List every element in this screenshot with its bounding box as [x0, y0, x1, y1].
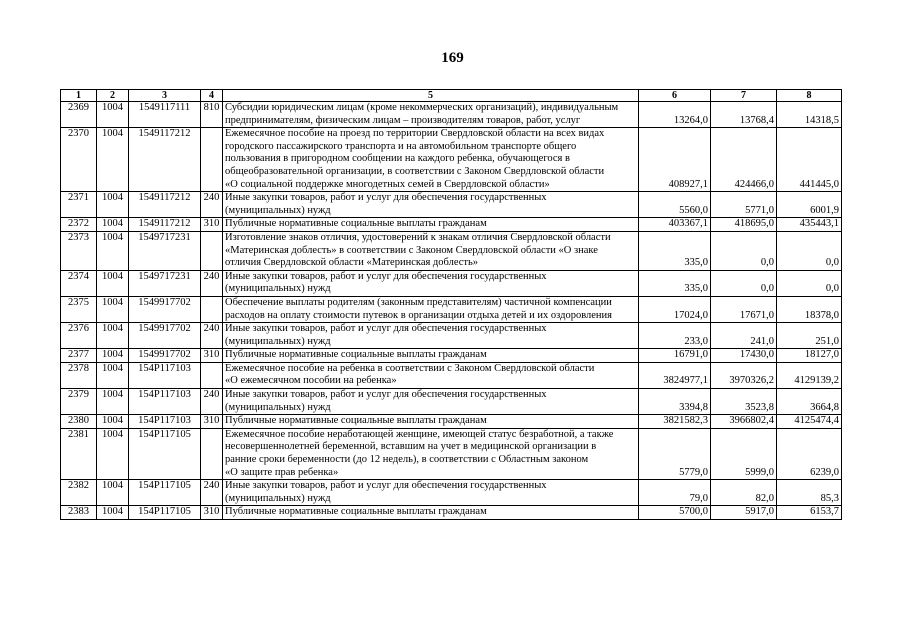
section-code-cell: 1004 [97, 128, 129, 192]
section-code-cell: 1004 [97, 231, 129, 270]
description-line: несовершеннолетней беременной, вставшим на учет в медицинской организации в [225, 441, 597, 453]
target-article-cell: 1549717231 [129, 231, 201, 270]
amount-year-3-cell: 14318,5 [777, 102, 842, 128]
amount-year-2-cell: 5917,0 [711, 506, 777, 520]
amount-year-2-cell: 0,0 [711, 270, 777, 296]
expense-type-cell: 310 [201, 415, 223, 429]
page-number: 169 [441, 50, 464, 66]
description-cell [223, 218, 639, 232]
description-cell [223, 231, 639, 270]
description-line: «О социальной поддержке многодетных семей в Свердловской области» [225, 178, 550, 190]
section-code-cell: 1004 [97, 296, 129, 322]
expense-type-cell: 240 [201, 480, 223, 506]
description-cell [223, 102, 639, 128]
row-number-cell: 2371 [61, 192, 97, 218]
column-header: 8 [777, 90, 842, 102]
column-header: 3 [129, 90, 201, 102]
column-header: 6 [639, 90, 711, 102]
target-article-cell: 1549117111 [129, 102, 201, 128]
column-header: 7 [711, 90, 777, 102]
column-header: 4 [201, 90, 223, 102]
expense-type-cell: 240 [201, 192, 223, 218]
expense-type-cell [201, 128, 223, 192]
row-number-cell: 2377 [61, 349, 97, 363]
row-number-cell: 2383 [61, 506, 97, 520]
amount-year-3-cell: 4125474,4 [777, 415, 842, 429]
description-cell [223, 415, 639, 429]
budget-table [60, 89, 842, 520]
description-line: Иные закупки товаров, работ и услуг для обеспечения государственных [225, 480, 547, 492]
target-article-cell: 1549117212 [129, 128, 201, 192]
description-cell [223, 270, 639, 296]
amount-year-1-cell: 5700,0 [639, 506, 711, 520]
amount-year-1-cell: 16791,0 [639, 349, 711, 363]
amount-year-1-cell: 3394,8 [639, 389, 711, 415]
description-line: городского пассажирского транспорта и на автомобильном транспорте общего [225, 140, 577, 152]
section-code-cell: 1004 [97, 349, 129, 363]
amount-year-2-cell: 13768,4 [711, 102, 777, 128]
amount-year-3-cell: 441445,0 [777, 128, 842, 192]
amount-year-3-cell: 4129139,2 [777, 362, 842, 388]
amount-year-1-cell: 5779,0 [639, 428, 711, 479]
expense-type-cell: 240 [201, 323, 223, 349]
amount-year-1-cell: 13264,0 [639, 102, 711, 128]
amount-year-2-cell: 3523,8 [711, 389, 777, 415]
row-number-cell: 2379 [61, 389, 97, 415]
amount-year-2-cell: 5771,0 [711, 192, 777, 218]
column-header: 5 [223, 90, 639, 102]
column-header: 1 [61, 90, 97, 102]
table-row [61, 480, 842, 506]
section-code-cell: 1004 [97, 218, 129, 232]
description-cell [223, 506, 639, 520]
target-article-cell: 1549117212 [129, 218, 201, 232]
row-number-cell: 2375 [61, 296, 97, 322]
description-line: Иные закупки товаров, работ и услуг для обеспечения государственных [225, 323, 547, 335]
target-article-cell: 154P117103 [129, 389, 201, 415]
description-line: Изготовление знаков отличия, удостоверений к знакам отличия Свердловской области [225, 231, 611, 243]
amount-year-2-cell: 3970326,2 [711, 362, 777, 388]
amount-year-1-cell: 17024,0 [639, 296, 711, 322]
amount-year-2-cell: 418695,0 [711, 218, 777, 232]
description-line: Ежемесячное пособие на ребенка в соответствии с Законом Свердловской области [225, 362, 595, 374]
expense-type-cell: 310 [201, 349, 223, 363]
amount-year-2-cell: 17671,0 [711, 296, 777, 322]
row-number-cell: 2373 [61, 231, 97, 270]
expense-type-cell [201, 296, 223, 322]
amount-year-1-cell: 335,0 [639, 270, 711, 296]
description-line: Обеспечение выплаты родителям (законным представителям) частичной компенсации [225, 296, 612, 308]
expense-type-cell: 240 [201, 270, 223, 296]
description-line: ранние сроки беременности (до 12 недель), в соответствии с Областным законом [225, 454, 589, 466]
amount-year-2-cell: 424466,0 [711, 128, 777, 192]
description-cell [223, 323, 639, 349]
target-article-cell: 154P117103 [129, 415, 201, 429]
target-article-cell: 1549917702 [129, 349, 201, 363]
section-code-cell: 1004 [97, 362, 129, 388]
target-article-cell: 154P117105 [129, 480, 201, 506]
section-code-cell: 1004 [97, 389, 129, 415]
expense-type-cell: 810 [201, 102, 223, 128]
row-number-cell: 2369 [61, 102, 97, 128]
description-line: Ежемесячное пособие неработающей женщине, имеющей статус безработной, а также [225, 428, 614, 440]
table-row [61, 415, 842, 429]
description-cell [223, 349, 639, 363]
amount-year-3-cell: 6239,0 [777, 428, 842, 479]
row-number-cell: 2381 [61, 428, 97, 479]
description-line: предпринимателям, физическим лицам – производителям товаров, работ, услуг [225, 114, 581, 126]
amount-year-2-cell: 82,0 [711, 480, 777, 506]
description-line: (муниципальных) нужд [225, 283, 331, 295]
description-line: «О защите прав ребенка» [225, 466, 339, 478]
description-line: (муниципальных) нужд [225, 492, 331, 504]
section-code-cell: 1004 [97, 415, 129, 429]
section-code-cell: 1004 [97, 323, 129, 349]
target-article-cell: 154P117105 [129, 428, 201, 479]
description-line: отличия Свердловской области «Материнская доблесть» [225, 257, 479, 269]
amount-year-3-cell: 251,0 [777, 323, 842, 349]
amount-year-1-cell: 335,0 [639, 231, 711, 270]
amount-year-1-cell: 3821582,3 [639, 415, 711, 429]
table-row [61, 362, 842, 388]
table-row [61, 270, 842, 296]
table-row [61, 506, 842, 520]
row-number-cell: 2380 [61, 415, 97, 429]
description-line: Публичные нормативные социальные выплаты гражданам [225, 415, 487, 427]
amount-year-1-cell: 233,0 [639, 323, 711, 349]
table-row [61, 128, 842, 192]
table-row [61, 102, 842, 128]
table-row [61, 231, 842, 270]
description-line: Публичные нормативные социальные выплаты гражданам [225, 506, 487, 518]
table-header-row [61, 90, 842, 102]
description-cell [223, 389, 639, 415]
amount-year-2-cell: 241,0 [711, 323, 777, 349]
amount-year-2-cell: 5999,0 [711, 428, 777, 479]
section-code-cell: 1004 [97, 480, 129, 506]
description-line: «Материнская доблесть» в соответствии с Законом Свердловской области «О знаке [225, 244, 598, 256]
description-cell [223, 480, 639, 506]
expense-type-cell: 310 [201, 218, 223, 232]
section-code-cell: 1004 [97, 102, 129, 128]
description-line: Субсидии юридическим лицам (кроме некоммерческих организаций), индивидуальным [225, 102, 619, 113]
amount-year-1-cell: 403367,1 [639, 218, 711, 232]
description-cell [223, 128, 639, 192]
row-number-cell: 2374 [61, 270, 97, 296]
amount-year-1-cell: 5560,0 [639, 192, 711, 218]
amount-year-2-cell: 3966802,4 [711, 415, 777, 429]
description-line: (муниципальных) нужд [225, 401, 331, 413]
target-article-cell: 1549117212 [129, 192, 201, 218]
amount-year-1-cell: 3824977,1 [639, 362, 711, 388]
target-article-cell: 154P117105 [129, 506, 201, 520]
amount-year-3-cell: 3664,8 [777, 389, 842, 415]
table-row [61, 389, 842, 415]
row-number-cell: 2376 [61, 323, 97, 349]
section-code-cell: 1004 [97, 192, 129, 218]
row-number-cell: 2372 [61, 218, 97, 232]
amount-year-3-cell: 6153,7 [777, 506, 842, 520]
description-cell [223, 192, 639, 218]
description-line: Ежемесячное пособие на проезд по территории Свердловской области на всех видах [225, 128, 605, 140]
amount-year-2-cell: 17430,0 [711, 349, 777, 363]
description-line: (муниципальных) нужд [225, 204, 331, 216]
description-line: (муниципальных) нужд [225, 335, 331, 347]
row-number-cell: 2382 [61, 480, 97, 506]
section-code-cell: 1004 [97, 428, 129, 479]
target-article-cell: 1549717231 [129, 270, 201, 296]
description-line: Иные закупки товаров, работ и услуг для обеспечения государственных [225, 192, 547, 204]
table-row [61, 296, 842, 322]
section-code-cell: 1004 [97, 506, 129, 520]
row-number-cell: 2378 [61, 362, 97, 388]
amount-year-3-cell: 0,0 [777, 270, 842, 296]
amount-year-2-cell: 0,0 [711, 231, 777, 270]
description-cell [223, 362, 639, 388]
description-line: общеобразовательной организации, в соответствии с Законом Свердловской области [225, 165, 605, 177]
expense-type-cell: 310 [201, 506, 223, 520]
amount-year-1-cell: 408927,1 [639, 128, 711, 192]
amount-year-3-cell: 18378,0 [777, 296, 842, 322]
target-article-cell: 154P117103 [129, 362, 201, 388]
table-row [61, 323, 842, 349]
amount-year-3-cell: 85,3 [777, 480, 842, 506]
expense-type-cell [201, 428, 223, 479]
description-line: расходов на оплату стоимости путевок в организации отдыха детей и их оздоровления [225, 309, 612, 321]
amount-year-3-cell: 0,0 [777, 231, 842, 270]
description-line: Публичные нормативные социальные выплаты гражданам [225, 218, 487, 230]
table-row [61, 218, 842, 232]
target-article-cell: 1549917702 [129, 323, 201, 349]
expense-type-cell: 240 [201, 389, 223, 415]
table-row [61, 192, 842, 218]
description-line: «О ежемесячном пособии на ребенка» [225, 375, 397, 387]
amount-year-3-cell: 6001,9 [777, 192, 842, 218]
description-line: пользования в пригородном сообщении на каждого ребенка, обучающегося в [225, 153, 570, 165]
expense-type-cell [201, 231, 223, 270]
description-line: Иные закупки товаров, работ и услуг для обеспечения государственных [225, 270, 547, 282]
description-cell [223, 296, 639, 322]
section-code-cell: 1004 [97, 270, 129, 296]
description-line: Иные закупки товаров, работ и услуг для обеспечения государственных [225, 389, 547, 401]
amount-year-3-cell: 18127,0 [777, 349, 842, 363]
description-cell [223, 428, 639, 479]
table-body [61, 102, 842, 520]
description-line: Публичные нормативные социальные выплаты гражданам [225, 349, 487, 361]
table-row [61, 349, 842, 363]
expense-type-cell [201, 362, 223, 388]
amount-year-3-cell: 435443,1 [777, 218, 842, 232]
target-article-cell: 1549917702 [129, 296, 201, 322]
column-header: 2 [97, 90, 129, 102]
row-number-cell: 2370 [61, 128, 97, 192]
table-row [61, 428, 842, 479]
amount-year-1-cell: 79,0 [639, 480, 711, 506]
